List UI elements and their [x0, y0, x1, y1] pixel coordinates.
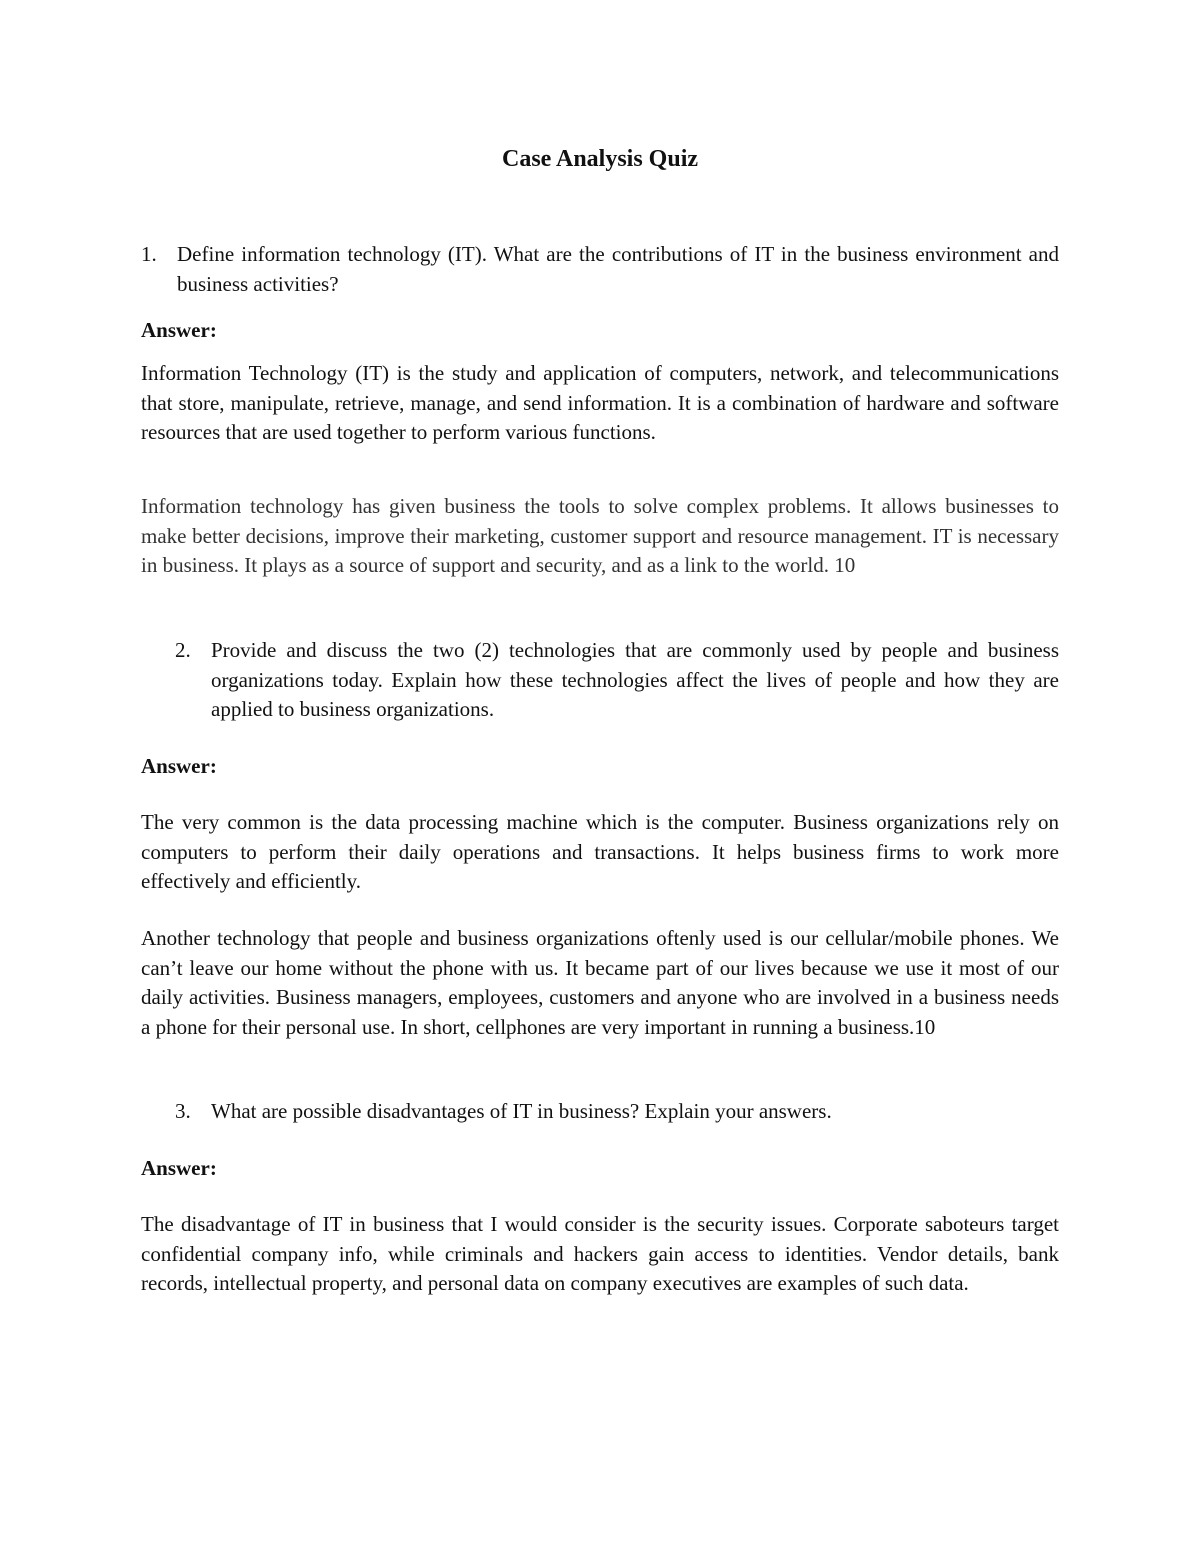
page-title: Case Analysis Quiz	[501, 146, 699, 172]
answer-label: Answer:	[141, 318, 217, 342]
question-text: Define information technology (IT). What are the contributions of IT in the business environment and business activities?	[177, 242, 1059, 296]
answer-paragraph: The disadvantage of IT in business that I would consider is the security issues. Corporate saboteurs target confidential company info, while criminals and hackers gain access to identities. Vendor details, bank records, intellectual property, and personal data on company executives are examples of such data.	[141, 1212, 1059, 1295]
answer-paragraph: Information technology has given business the tools to solve complex problems. It allows businesses to make better decisions, improve their marketing, customer support and resource management. IT is necessary in business. It plays as a source of support and security, and as a link to the world. 10	[141, 494, 1059, 577]
question-3	[141, 1097, 1059, 1127]
answer-label: Answer:	[141, 1156, 217, 1180]
question-text: What are possible disadvantages of IT in business? Explain your answers.	[211, 1099, 832, 1123]
answer-label: Answer:	[141, 754, 217, 778]
answer-paragraph: Another technology that people and business organizations oftenly used is our cellular/mobile phones. We can’t leave our home without the phone with us. It became part of our lives because we use it most of our daily activities. Business managers, employees, customers and anyone who are involved in a business needs a phone for their personal use. In short, cellphones are very important in running a business.10	[141, 926, 1059, 1039]
answer-paragraph: Information Technology (IT) is the study and application of computers, network, and telecommunications that store, manipulate, retrieve, manage, and send information. It is a combination of hardware and software resources that are used together to perform various functions.	[141, 361, 1059, 444]
question-number: 2.	[175, 638, 191, 662]
question-1	[141, 240, 1059, 299]
question-2	[141, 636, 1059, 725]
question-text: Provide and discuss the two (2) technologies that are commonly used by people and business organizations today. Explain how these technologies affect the lives of people and how they are applied to business organizations.	[211, 638, 1059, 721]
question-number: 3.	[175, 1099, 191, 1123]
question-number: 1.	[141, 242, 157, 266]
answer-paragraph: The very common is the data processing machine which is the computer. Business organizations rely on computers to perform their daily operations and transactions. It helps business firms to work more effectively and efficiently.	[141, 810, 1059, 893]
